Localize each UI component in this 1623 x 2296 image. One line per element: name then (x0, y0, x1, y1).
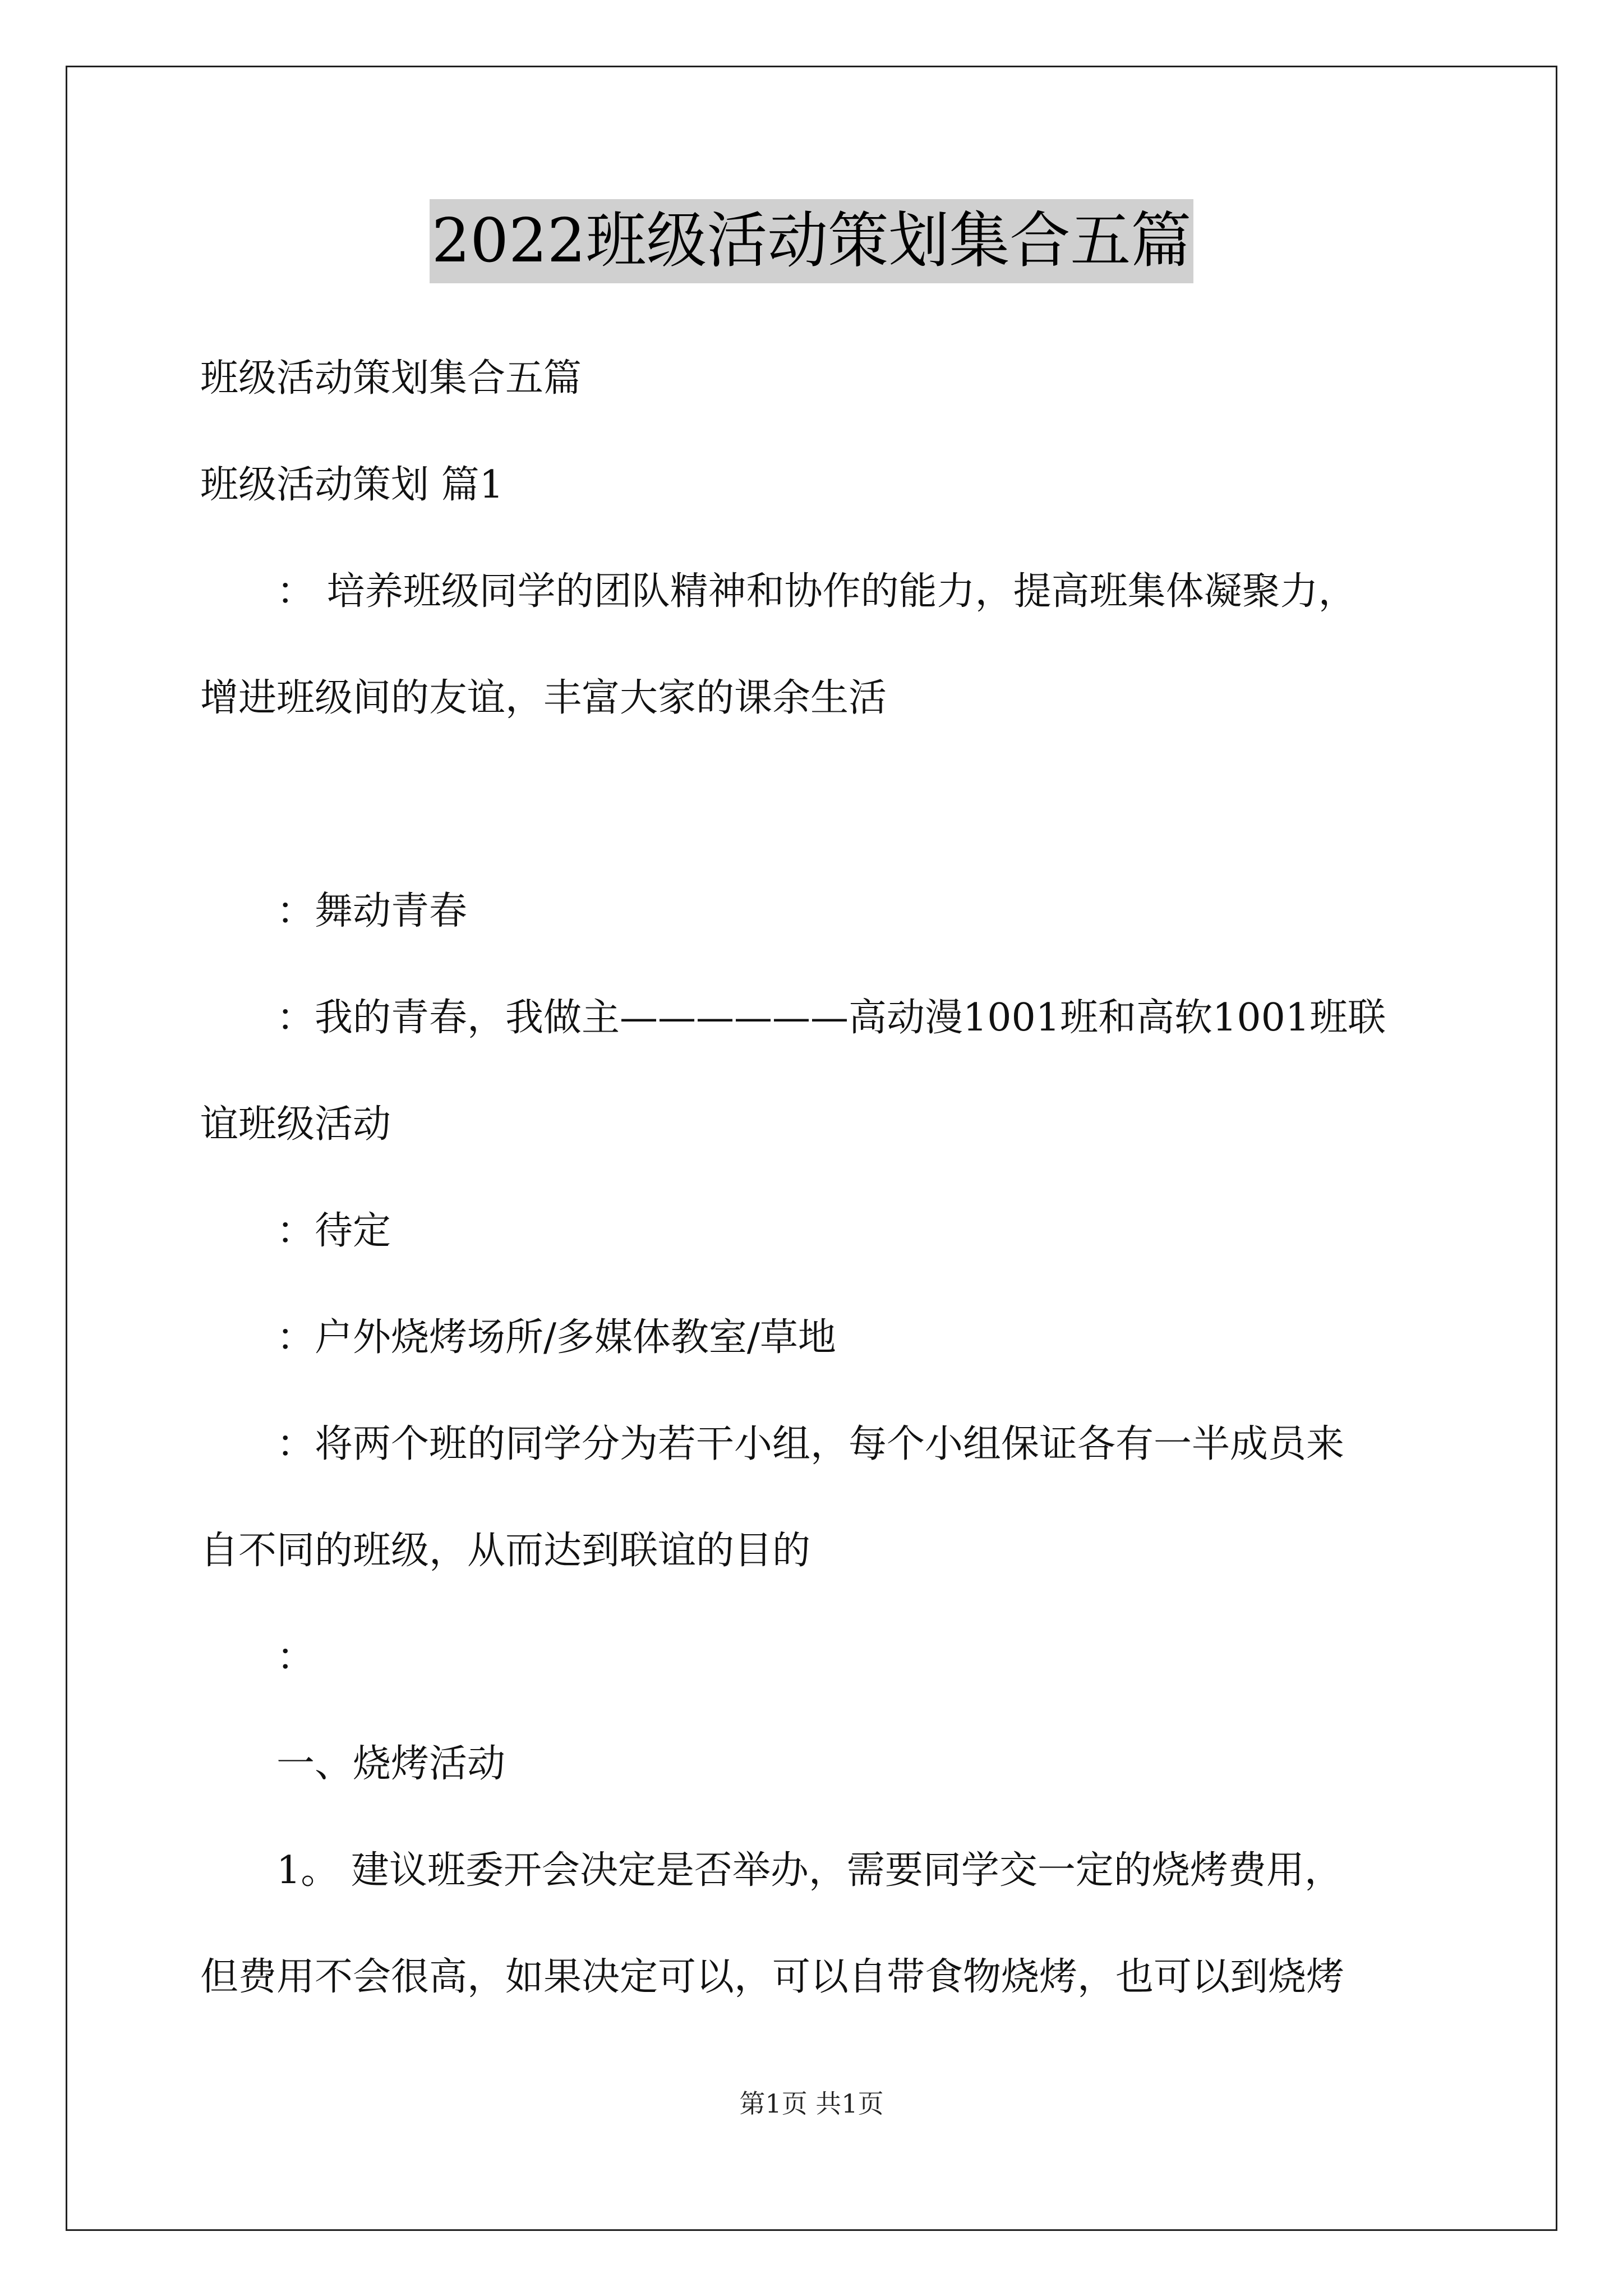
paragraph-theme: ：舞动青春 (276, 889, 468, 933)
paragraph-grouping-line2: 自不同的班级，从而达到联谊的目的 (200, 1529, 811, 1573)
paragraph-subtitle: 班级活动策划集合五篇 (200, 356, 582, 401)
paragraph-section-heading: 班级活动策划 篇1 (200, 463, 504, 507)
paragraph-content-label: ： (276, 1635, 315, 1680)
paragraph-purpose-line1: ： 培养班级同学的团队精神和协作的能力，提高班集体凝聚力， (276, 569, 1357, 614)
title-wrap (0, 199, 1623, 283)
paragraph-location: ：户外烧烤场所/多媒体教室/草地 (276, 1315, 836, 1360)
page-footer: 第1页 共1页 (739, 2088, 884, 2119)
paragraph-bbq-heading: 一、烧烤活动 (276, 1742, 506, 1786)
paragraph-bbq-item1-line1: 1。 建议班委开会决定是否举办，需要同学交一定的烧烤费用， (276, 1848, 1343, 1893)
paragraph-slogan-line2: 谊班级活动 (200, 1102, 391, 1147)
paragraph-grouping-line1: ：将两个班的同学分为若干小组，每个小组保证各有一半成员来 (276, 1422, 1345, 1466)
paragraph-time: ：待定 (276, 1209, 391, 1253)
paragraph-purpose-line2: 增进班级间的友谊，丰富大家的课余生活 (200, 676, 887, 720)
paragraph-slogan-line1: ：我的青春，我做主——————高动漫1001班和高软1001班联 (276, 996, 1386, 1040)
paragraph-bbq-item1-line2: 但费用不会很高，如果决定可以，可以自带食物烧烤，也可以到烧烤 (200, 1955, 1345, 1999)
document-title: 2022班级活动策划集合五篇 (430, 199, 1194, 283)
